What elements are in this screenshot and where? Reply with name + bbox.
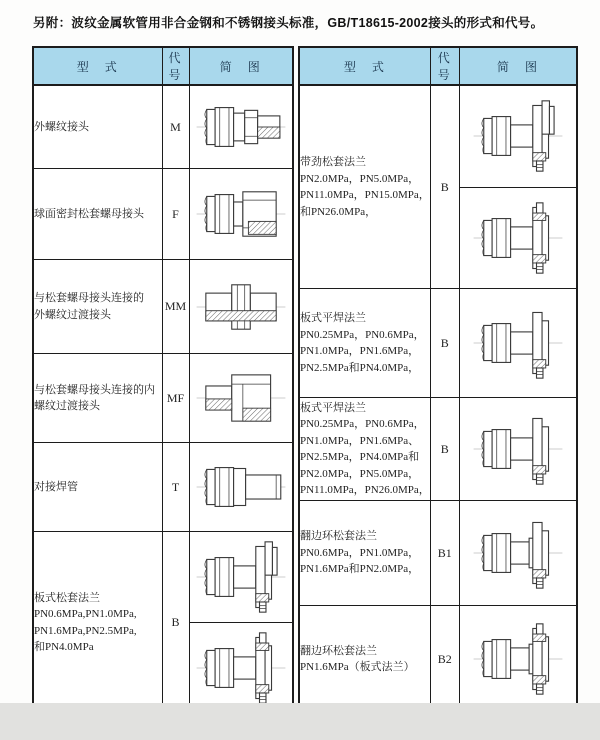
fitting-code-cell: MM: [162, 260, 189, 354]
header-row: [299, 47, 577, 85]
plate-weld-flange: [470, 412, 566, 486]
fitting-code-cell: B: [430, 289, 459, 398]
fitting-type-line: 翻边环松套法兰: [300, 644, 377, 657]
fitting-type-cell: [33, 85, 162, 169]
fitting-code-cell: B: [430, 398, 459, 501]
fitting-diagram-cell: [189, 85, 293, 169]
fitting-type-cell: [299, 398, 430, 501]
male-female-adapter: [193, 361, 289, 435]
fitting-type-line: 外螺纹接头: [34, 120, 89, 133]
male-female-adapter-diagram: [190, 354, 293, 442]
fitting-diagram-cell: [459, 289, 577, 398]
fitting-type-line: PN1.0MPa，PN1.6MPa、: [300, 434, 420, 447]
fitting-type-line: 板式平焊法兰: [300, 401, 366, 414]
table-row: [33, 85, 293, 169]
page-title: 另附：波纹金属软管用非合金钢和不锈钢接头标准，GB/T18615-2002接头的形式和代号。: [33, 16, 544, 30]
fitting-type-line: 对接焊管: [34, 480, 78, 493]
lap-ring-loose-flange-b2: [470, 622, 566, 696]
fitting-diagram-cell: [189, 354, 293, 443]
fitting-diagram-cell: [459, 606, 577, 714]
fitting-diagram-cell: [189, 169, 293, 260]
fitting-code-cell: B: [430, 85, 459, 289]
fitting-type-line: 和PN26.0MPa，: [300, 205, 377, 218]
plate-weld-flange-diagram: [460, 289, 577, 397]
lap-ring-loose-flange: [470, 516, 566, 590]
fitting-type-line: PN0.25MPa，PN0.6MPa，: [300, 328, 425, 341]
column-header-type: 型 式: [33, 47, 162, 85]
fitting-type-cell: [299, 606, 430, 714]
fitting-type-line: PN1.0MPa，PN1.6MPa，: [300, 345, 420, 357]
fitting-type-line: PN2.0MPa，PN5.0MPa，: [300, 172, 420, 185]
fitting-code-cell: F: [162, 169, 189, 260]
fitting-diagram-cell: [459, 398, 577, 501]
welding-neck-flange-diagram: [460, 187, 577, 289]
lap-joint-flange-stem-diagram: [190, 532, 293, 622]
fitting-table-right: [298, 46, 578, 714]
fitting-type-cell: [33, 169, 162, 260]
fitting-code-cell: B: [162, 532, 189, 715]
fitting-table-left: [32, 46, 294, 715]
fitting-type-line: 球面密封松套螺母接头: [34, 207, 144, 220]
table-row: [299, 398, 577, 501]
fitting-code-cell: M: [162, 85, 189, 169]
fitting-type-line: PN1.6MPa,PN2.5MPa,: [34, 624, 137, 637]
lap-ring-loose-flange-b2-diagram: [460, 606, 577, 712]
table-row: [33, 260, 293, 354]
male-thread-fitting: [193, 90, 289, 164]
fitting-type-cell: [33, 260, 162, 354]
lap-ring-loose-flange-diagram: [460, 501, 577, 605]
fitting-type-line: PN1.6MPa和PN2.0MPa，: [300, 563, 420, 576]
fitting-type-cell: [33, 532, 162, 715]
welding-neck-flange: [470, 201, 566, 275]
fitting-type-line: 翻边环松套法兰: [300, 530, 377, 543]
table-row: [299, 289, 577, 398]
fitting-type-line: 外螺纹过渡接头: [34, 308, 111, 321]
lap-joint-flange-stem: [193, 540, 289, 614]
sphere-seal-loose-nut-fitting: [193, 177, 289, 251]
fitting-type-line: PN2.0MPa，PN5.0MPa，: [300, 467, 420, 480]
fitting-type-line: PN0.6MPa，PN1.0MPa，: [300, 546, 420, 559]
table-row: [299, 85, 577, 289]
double-male-adapter-diagram: [190, 260, 293, 353]
fitting-code-cell: T: [162, 443, 189, 532]
table-row: [33, 354, 293, 443]
fitting-diagram-cell: [459, 501, 577, 606]
fitting-type-line: 带劲松套法兰: [300, 156, 366, 168]
column-header-diagram: 简 图: [189, 47, 293, 85]
plate-weld-flange: [470, 306, 566, 380]
fitting-type-cell: [299, 289, 430, 398]
butt-weld-pipe-diagram: [190, 443, 293, 531]
welding-neck-flange-stem: [470, 99, 566, 173]
double-male-adapter: [193, 270, 289, 344]
fitting-type-line: PN1.6MPa（板式法兰）: [300, 661, 415, 673]
fitting-type-line: 与松套螺母接头连接的: [34, 292, 144, 304]
table-row: [33, 443, 293, 532]
fitting-type-line: PN0.6MPa,PN1.0MPa,: [34, 608, 137, 620]
fitting-diagram-cell: [189, 443, 293, 532]
fitting-type-line: 板式平焊法兰: [300, 312, 366, 324]
plate-weld-flange-diagram: [460, 398, 577, 500]
page-footer-strip: [0, 703, 600, 740]
fitting-type-line: PN2.5MPa和PN4.0MPa，: [300, 361, 420, 374]
table-row: [299, 606, 577, 714]
butt-weld-pipe: [193, 450, 289, 524]
fitting-diagram-cell: [189, 532, 293, 715]
fitting-type-line: 板式松套法兰: [34, 591, 100, 604]
fitting-type-line: 螺纹过渡接头: [34, 400, 100, 412]
column-header-type: 型 式: [299, 47, 430, 85]
fitting-type-cell: [299, 501, 430, 606]
fitting-code-cell: B1: [430, 501, 459, 606]
sphere-seal-loose-nut-fitting-diagram: [190, 169, 293, 259]
fitting-diagram-cell: [459, 85, 577, 289]
fitting-code-cell: MF: [162, 354, 189, 443]
fitting-code-cell: B2: [430, 606, 459, 714]
column-header-diagram: 简 图: [459, 47, 577, 85]
fitting-type-cell: [299, 85, 430, 289]
table-row: [33, 532, 293, 715]
fitting-type-cell: [33, 354, 162, 443]
fitting-type-line: PN2.5MPa，PN4.0MPa和: [300, 451, 420, 463]
male-thread-fitting-diagram: [190, 86, 293, 168]
column-header-code: 代号: [162, 47, 189, 85]
lap-joint-flange: [193, 631, 289, 705]
fitting-tables: [32, 46, 578, 715]
fitting-diagram-cell: [189, 260, 293, 354]
welding-neck-flange-stem-diagram: [460, 86, 577, 187]
table-row: [299, 501, 577, 606]
fitting-type-line: PN0.25MPa，PN0.6MPa，: [300, 418, 425, 430]
fitting-type-line: PN11.0MPa，PN15.0MPa，: [300, 189, 430, 201]
table-row: [33, 169, 293, 260]
fitting-type-line: PN11.0MPa，PN26.0MPa，: [300, 484, 430, 496]
fitting-type-cell: [33, 443, 162, 532]
fitting-type-line: 与松套螺母接头连接的内: [34, 383, 155, 396]
header-row: [33, 47, 293, 85]
lap-joint-flange-diagram: [190, 622, 293, 713]
column-header-code: 代号: [430, 47, 459, 85]
fitting-type-line: 和PN4.0MPa: [34, 641, 94, 653]
